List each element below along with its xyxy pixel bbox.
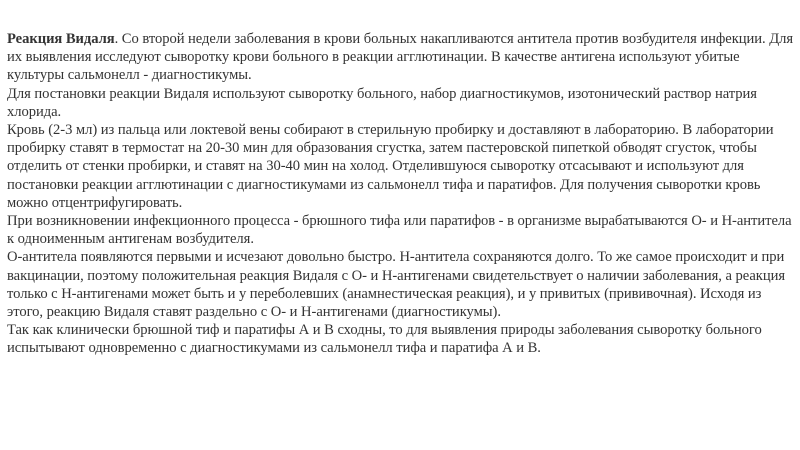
paragraph-materials: Для постановки реакции Видаля используют сыворотку больного, набор диагностикумов, изотонический раствор натрия хлорида. bbox=[7, 85, 757, 120]
paragraph-widal-intro bbox=[7, 30, 797, 85]
paragraph-typhoid-paratyphoid: Так как клинически брюшной тиф и паратифы А и В сходны, то для выявления природы заболевания сыворотку больного испытывают одновременно с диагностикумами из сальмонелл тифа и паратифа А и В. bbox=[7, 322, 762, 357]
paragraph-antibodies: При возникновении инфекционного процесса - брюшного тифа или паратифов - в организме вырабатываются О- и Н-антитела к одноименным антигенам возбудителя. bbox=[7, 213, 792, 248]
paragraph-blood-collection: Кровь (2-3 мл) из пальца или локтевой вены собирают в стерильную пробирку и доставляют в лабораторию. В лаборатории пробирку ставят в термостат на 20-30 мин для образования сгустка, затем пастеровской пипеткой обводят сгусток, чтобы отделить от стенки пробирки, и ставят на 30-40 мин на холод. Отделившуюся сыворотку отсасывают и используют для постановки реакции агглютинации с диагностикумами из сальмонелл тифа и паратифов. Для получения сыворотки кровь можно отцентрифугировать. bbox=[7, 122, 774, 211]
document-body bbox=[7, 30, 797, 358]
lead-term: Реакция Видаля bbox=[7, 31, 115, 47]
paragraph-o-h-antibodies: О-антитела появляются первыми и исчезают довольно быстро. Н-антитела сохраняются долго. То же самое происходит и при вакцинации, поэтому положительная реакция Видаля с О- и Н-антигенами свидетельствует о наличии заболевания, а реакция только с Н-антигенами может быть и у переболевших (анамнестическая реакция), и у привитых (прививочная). Исходя из этого, реакцию Видаля ставят раздельно с О- и Н-антигенами (диагностикумы). bbox=[7, 249, 786, 321]
paragraph-text: . Со второй недели заболевания в крови больных накапливаются антитела против возбудителя инфекции. Для их выявления исследуют сыворотку крови больного в реакции агглютинации. В качестве антигена используют убитые культуры сальмонелл - диагностикумы. bbox=[7, 31, 794, 84]
